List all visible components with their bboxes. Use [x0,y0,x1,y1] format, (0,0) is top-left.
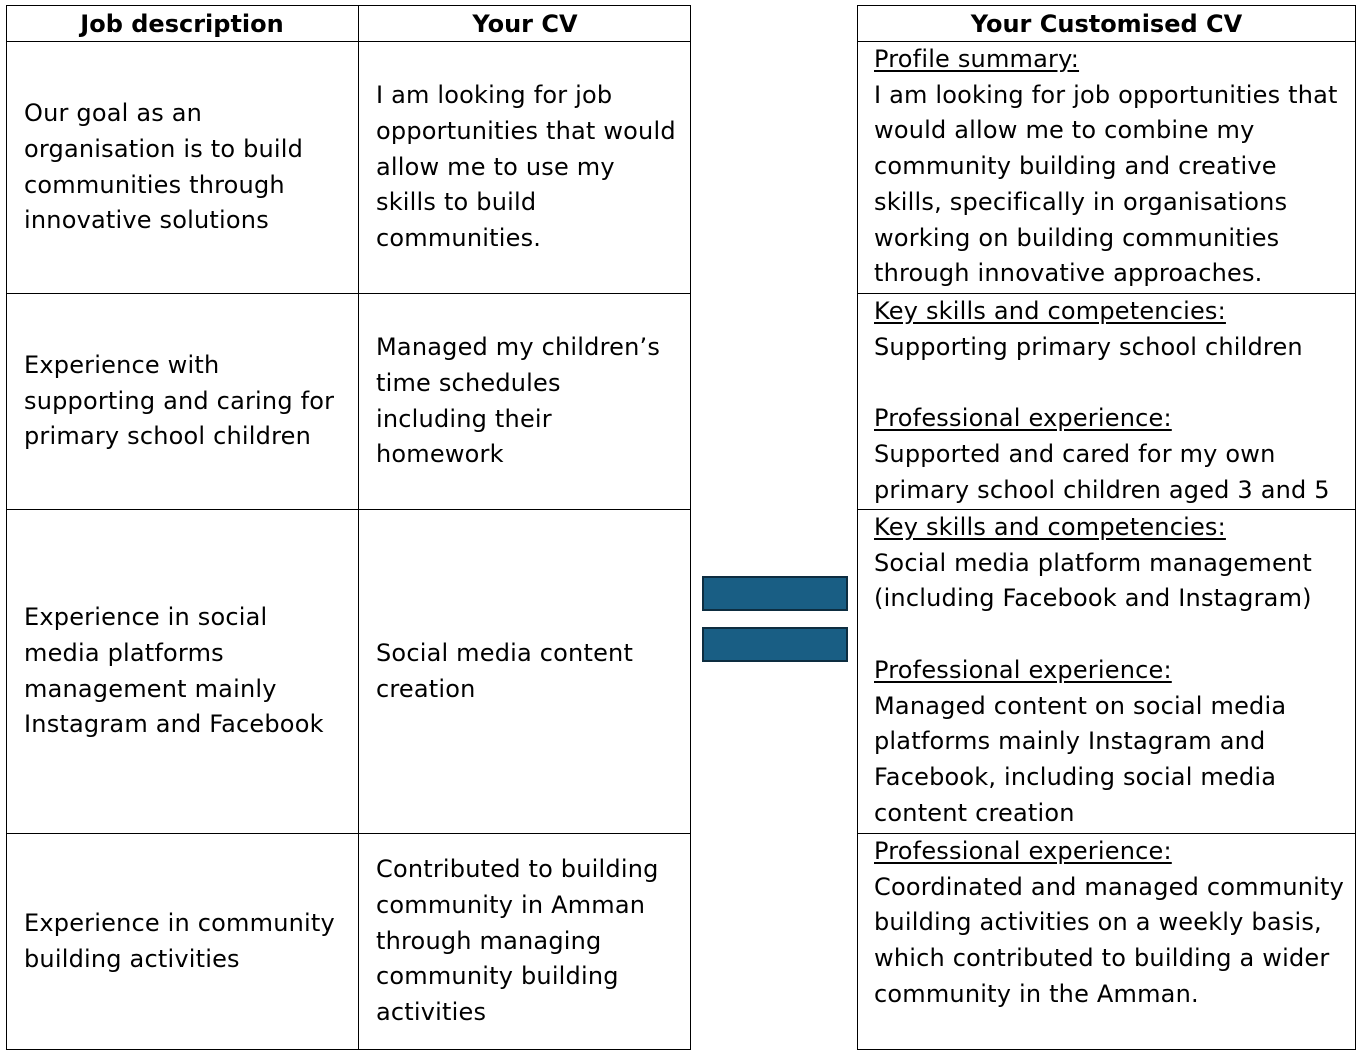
header-job-description: Job description [80,10,284,38]
spacer [874,617,1348,653]
job-description-text: Experience in community building activities [24,908,335,973]
section-heading: Professional experience: [874,655,1172,684]
section-text: Managed content on social media platforms mainly Instagram and Facebook, including social media content creation [874,691,1287,827]
section-text: Coordinated and managed community building activities on a weekly basis, which contributed to building a wider community in the Amman. [874,872,1345,1008]
your-cv-text: Contributed to building community in Amman through managing community building activities [376,855,659,1027]
header-customised-cv: Your Customised CV [970,10,1243,38]
section-heading: Professional experience: [874,404,1172,433]
job-description-text: Our goal as an organisation is to build communities through innovative solutions [24,99,304,235]
section-heading: Profile summary: [874,45,1080,73]
job-description-cell [7,294,358,509]
your-cv-cell [359,294,691,509]
section-text: Social media platform management (including Facebook and Instagram) [874,548,1312,613]
your-cv-cell [359,834,691,1049]
job-description-cell [7,834,358,1049]
customised-cv-cell [857,42,1356,293]
section-heading: Key skills and competencies: [874,513,1226,541]
your-cv-cell [359,42,691,293]
customised-cv-cell [857,510,1356,833]
spacer [874,365,1348,401]
section-text: Supported and cared for my own primary school children aged 3 and 5 [874,439,1330,504]
customised-cv-cell [857,294,1356,509]
job-description-cell [7,510,358,833]
job-description-text: Experience in social media platforms management mainly Instagram and Facebook [24,603,324,739]
section-text: I am looking for job opportunities that would allow me to combine my community building and creative skills, specifically in organisations working on building communities through innovative approaches. [874,80,1338,288]
equals-bottom-bar [702,627,848,662]
equals-top-bar [702,576,848,611]
header-your-cv: Your CV [472,10,578,38]
your-cv-text: Social media content creation [376,638,634,703]
job-description-text: Experience with supporting and caring for primary school children [24,350,335,451]
section-heading: Key skills and competencies: [874,297,1226,325]
your-cv-cell [359,510,691,833]
section-heading: Professional experience: [874,837,1172,865]
job-description-cell [7,42,358,293]
customised-cv-cell [857,834,1356,1049]
your-cv-text: Managed my children’s time schedules including their homework [376,333,661,469]
section-text: Supporting primary school children [874,332,1303,361]
your-cv-text: I am looking for job opportunities that would allow me to use my skills to build communities. [376,81,676,253]
